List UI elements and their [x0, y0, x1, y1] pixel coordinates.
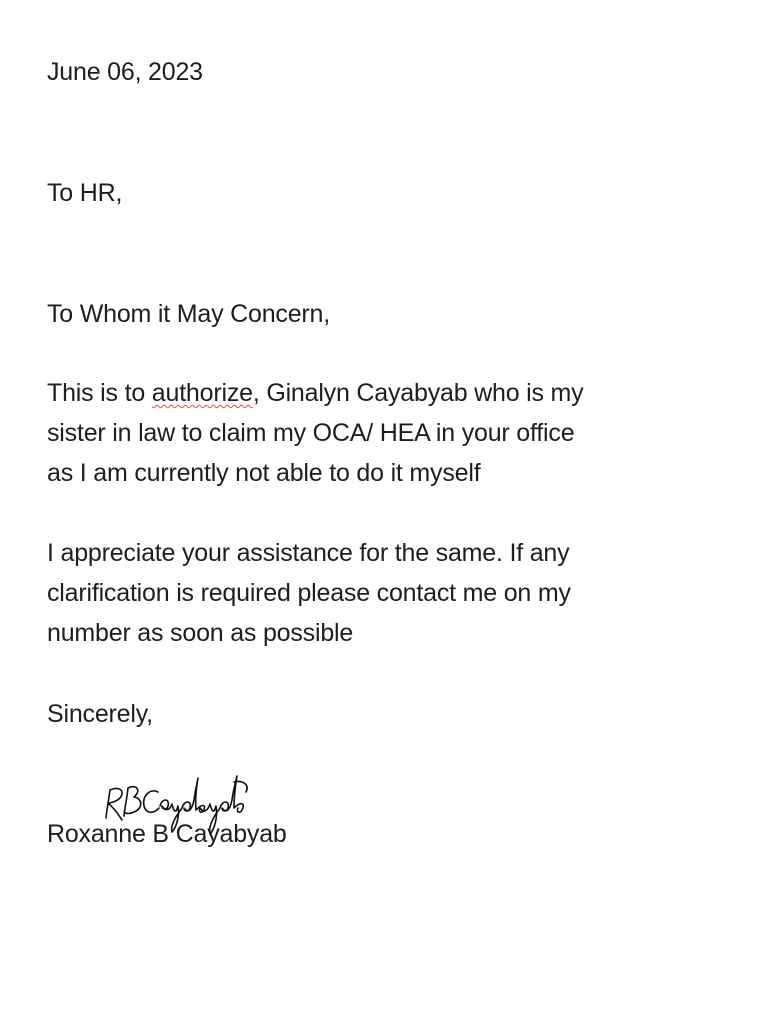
body-paragraph-1-line-3: as I am currently not able to do it myself: [47, 459, 481, 487]
handwritten-signature: [96, 770, 266, 840]
letter-salutation: To Whom it May Concern,: [47, 300, 330, 328]
letter-closing: Sincerely,: [47, 700, 153, 728]
body-paragraph-2-line-2: clarification is required please contact me on my: [47, 579, 571, 607]
body-paragraph-2: [47, 533, 571, 653]
letter-recipient: To HR,: [47, 179, 123, 207]
sender-name: Roxanne B Cayabyab: [47, 820, 287, 848]
body-text: , Ginalyn Cayabyab who is my: [252, 379, 584, 407]
body-paragraph-1-line-1: [47, 373, 583, 413]
spellcheck-flagged-word: authorize: [151, 379, 253, 407]
body-paragraph-1: [47, 373, 583, 493]
body-paragraph-2-line-1: I appreciate your assistance for the same. If any: [47, 539, 570, 567]
body-text: This is to: [47, 379, 152, 407]
letter-date: June 06, 2023: [47, 58, 203, 86]
body-paragraph-1-line-2: sister in law to claim my OCA/ HEA in your office: [47, 419, 575, 447]
body-paragraph-2-line-3: number as soon as possible: [47, 619, 354, 647]
